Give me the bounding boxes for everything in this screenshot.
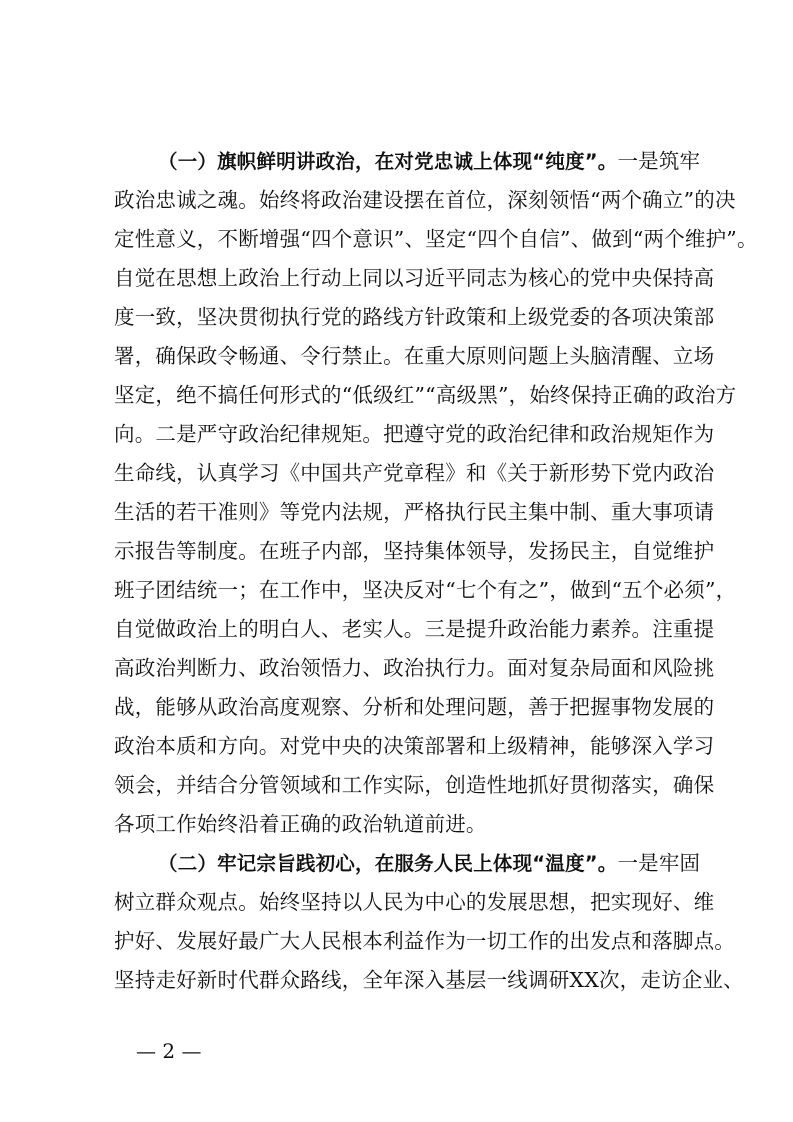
paragraph-line: 生活的若干准则》等党内法规，严格执行民主集中制、重大事项请 (114, 500, 715, 524)
paragraph-line: 战，能够从政治高度观察、分析和处理问题，善于把握事物发展的 (114, 695, 715, 719)
paragraph-line: 护好、发展好最广大人民根本利益作为一切工作的出发点和落脚点。 (114, 929, 735, 953)
page-number: — 2 — (136, 1039, 202, 1063)
section1-heading: （一）旗帜鲜明讲政治，在对党忠诚上体现“纯度”。 (158, 150, 618, 173)
paragraph-line: 自觉做政治上的明白人、老实人。三是提升政治能力素养。注重提 (114, 617, 715, 641)
paragraph-line: 度一致，坚决贯彻执行党的路线方针政策和上级党委的各项决策部 (114, 305, 715, 329)
paragraph-line: 一是牢固 (617, 851, 701, 875)
paragraph-line: 坚持走好新时代群众路线，全年深入基层一线调研XX次，走访企业、 (114, 968, 744, 992)
paragraph-line: 定性意义，不断增强“四个意识”、坚定“四个自信”、做到“两个维护”。 (114, 227, 758, 251)
paragraph-line: 政治本质和方向。对党中央的决策部署和上级精神，能够深入学习 (114, 734, 715, 758)
paragraph-line: 向。二是严守政治纪律规矩。把遵守党的政治纪律和政治规矩作为 (114, 422, 715, 446)
paragraph-line: 坚定，绝不搞任何形式的“低级红”“高级黑”，始终保持正确的政治方 (114, 383, 737, 407)
paragraph-line: 署，确保政令畅通、令行禁止。在重大原则问题上头脑清醒、立场 (114, 344, 715, 368)
paragraph-line: 班子团结统一；在工作中，坚决反对“七个有之”，做到“五个必须”， (114, 578, 737, 602)
paragraph-line: 各项工作始终沿着正确的政治轨道前进。 (114, 812, 487, 836)
paragraph-line: 一是筑牢 (617, 149, 701, 173)
section1-first-line (158, 146, 701, 176)
paragraph-line: 自觉在思想上政治上行动上同以习近平同志为核心的党中央保持高 (114, 266, 715, 290)
paragraph-line: 示报告等制度。在班子内部，坚持集体领导，发扬民主，自觉维护 (114, 539, 715, 563)
section2-first-line (158, 848, 701, 878)
section2-heading: （二）牢记宗旨践初心，在服务人民上体现“温度”。 (158, 852, 618, 875)
paragraph-line: 领会，并结合分管领域和工作实际，创造性地抓好贯彻落实，确保 (114, 773, 715, 797)
paragraph-line: 树立群众观点。始终坚持以人民为中心的发展思想，把实现好、维 (114, 890, 715, 914)
paragraph-line: 高政治判断力、政治领悟力、政治执行力。面对复杂局面和风险挑 (114, 656, 715, 680)
paragraph-line: 生命线，认真学习《中国共产党章程》和《关于新形势下党内政治 (114, 461, 715, 485)
paragraph-line: 政治忠诚之魂。始终将政治建设摆在首位，深刻领悟“两个确立”的决 (114, 188, 736, 212)
